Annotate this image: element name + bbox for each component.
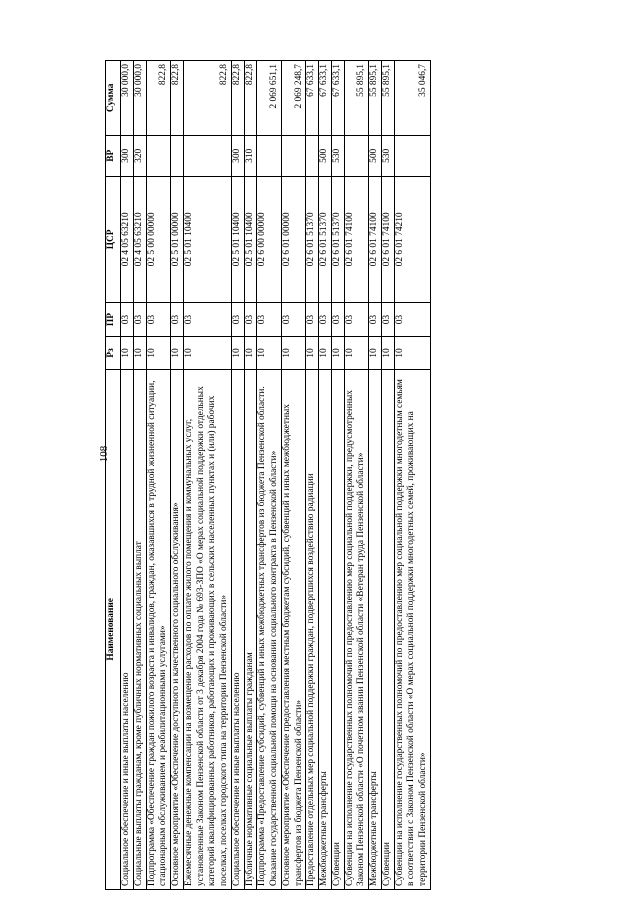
table-row	[133, 61, 146, 890]
cell-vr: 500	[319, 135, 332, 176]
cell-csr: 02 5 01 10400	[183, 176, 231, 302]
cell-csr: 02 5 01 10400	[244, 176, 257, 302]
cell-rz: 10	[121, 337, 134, 369]
cell-name: Субвенции	[381, 369, 394, 889]
cell-csr: 02 6 00 00000	[257, 176, 282, 302]
cell-sum: 55 895,1	[344, 61, 369, 136]
cell-name: Межбюджетные трансферты	[369, 369, 382, 889]
cell-name: Подпрограмма «Обеспечение граждан пожилого возраста и инвалидов, граждан, оказавшихся в трудной жизненной ситуации, стационарным обслуживанием и реабилитационными услугами»	[146, 369, 171, 889]
cell-rz: 10	[171, 337, 184, 369]
cell-csr: 02 6 01 00000	[281, 176, 306, 302]
cell-pr: 03	[171, 302, 184, 337]
cell-name: Основное мероприятие «Обеспечение предоставления местным бюджетам субсидий, субвенций и иных межбюджетных трансфертов из бюджета Пензенской области»	[281, 369, 306, 889]
cell-rz: 10	[319, 337, 332, 369]
table-row	[369, 61, 382, 890]
cell-sum: 822,8	[244, 61, 257, 136]
cell-rz: 10	[257, 337, 282, 369]
cell-sum: 2 069 651,1	[257, 61, 282, 136]
cell-pr: 03	[121, 302, 134, 337]
table-row	[306, 61, 319, 890]
table-body	[121, 61, 431, 890]
cell-csr: 02 6 01 51370	[306, 176, 319, 302]
cell-rz: 10	[281, 337, 306, 369]
cell-sum: 822,8	[231, 61, 244, 136]
table-header-row	[106, 61, 121, 890]
cell-sum: 822,8	[183, 61, 231, 136]
cell-name: Предоставление отдельных мер социальной поддержки граждан, подвергшихся воздействию радиации	[306, 369, 319, 889]
cell-sum: 67 633,1	[331, 61, 344, 136]
rotated-page	[105, 60, 575, 890]
table-row	[231, 61, 244, 890]
cell-name: Социальные выплаты гражданам, кроме публичных нормативных социальных выплат	[133, 369, 146, 889]
cell-name: Межбюджетные трансферты	[319, 369, 332, 889]
cell-name: Субвенции	[331, 369, 344, 889]
table-row	[146, 61, 171, 890]
cell-sum: 2 069 248,7	[281, 61, 306, 136]
cell-csr: 02 6 01 74210	[394, 176, 430, 302]
table-row	[244, 61, 257, 890]
cell-csr: 02 6 01 74100	[381, 176, 394, 302]
cell-csr: 02 6 01 51370	[319, 176, 332, 302]
header-pr: ПР	[106, 302, 121, 337]
table-row	[257, 61, 282, 890]
cell-vr	[257, 135, 282, 176]
cell-vr: 530	[331, 135, 344, 176]
cell-vr	[146, 135, 171, 176]
cell-name: Социальное обеспечение и иные выплаты населению	[231, 369, 244, 889]
cell-rz: 10	[369, 337, 382, 369]
cell-csr: 02 6 01 74100	[369, 176, 382, 302]
table-row	[331, 61, 344, 890]
cell-sum: 67 633,1	[306, 61, 319, 136]
budget-table	[105, 60, 431, 890]
page-number: 108	[98, 445, 110, 463]
cell-csr: 02 6 01 74100	[344, 176, 369, 302]
table-row	[171, 61, 184, 890]
cell-rz: 10	[183, 337, 231, 369]
cell-name: Подпрограмма «Предоставление субсидий, субвенций и иных межбюджетных трансфертов из бюджета Пензенской области. Оказание государственной социальной помощи на основании социального контракта в Пензенской области»	[257, 369, 282, 889]
cell-pr: 03	[281, 302, 306, 337]
cell-name: Социальное обеспечение и иные выплаты населению	[121, 369, 134, 889]
header-vr: ВР	[106, 135, 121, 176]
cell-pr: 03	[231, 302, 244, 337]
cell-sum: 35 046,7	[394, 61, 430, 136]
cell-csr: 02 4 05 63210	[133, 176, 146, 302]
cell-rz: 10	[381, 337, 394, 369]
cell-csr: 02 4 05 63210	[121, 176, 134, 302]
cell-rz: 10	[394, 337, 430, 369]
cell-csr: 02 5 01 10400	[231, 176, 244, 302]
cell-vr: 500	[369, 135, 382, 176]
cell-rz: 10	[306, 337, 319, 369]
cell-vr: 310	[244, 135, 257, 176]
cell-pr: 03	[244, 302, 257, 337]
cell-vr	[344, 135, 369, 176]
cell-vr: 300	[121, 135, 134, 176]
cell-pr: 03	[331, 302, 344, 337]
cell-sum: 55 895,1	[381, 61, 394, 136]
cell-sum: 822,8	[171, 61, 184, 136]
cell-vr	[306, 135, 319, 176]
cell-vr	[171, 135, 184, 176]
cell-rz: 10	[331, 337, 344, 369]
cell-csr: 02 5 00 00000	[146, 176, 171, 302]
cell-pr: 03	[369, 302, 382, 337]
cell-vr: 320	[133, 135, 146, 176]
cell-sum: 822,8	[146, 61, 171, 136]
table-row	[394, 61, 430, 890]
cell-vr	[394, 135, 430, 176]
table-row	[344, 61, 369, 890]
cell-sum: 30 000,0	[121, 61, 134, 136]
cell-name: Субвенции на исполнение государственных полномочий по предоставлению мер социальной поддержки, предусмотренных Законом Пензенской области «О почетном звании Пензенской области «Ветеран труда Пензенской области»	[344, 369, 369, 889]
table-row	[183, 61, 231, 890]
cell-name: Публичные нормативные социальные выплаты гражданам	[244, 369, 257, 889]
cell-sum: 55 895,1	[369, 61, 382, 136]
table-row	[319, 61, 332, 890]
cell-rz: 10	[244, 337, 257, 369]
cell-pr: 03	[183, 302, 231, 337]
cell-sum: 67 633,1	[319, 61, 332, 136]
cell-rz: 10	[133, 337, 146, 369]
cell-vr: 300	[231, 135, 244, 176]
cell-csr: 02 6 01 51370	[331, 176, 344, 302]
cell-pr: 03	[257, 302, 282, 337]
cell-name: Ежемесячные денежные компенсации на возмещение расходов по оплате жилого помещения и коммунальных услуг, установленные Законом Пензенской области от 3 декабря 2004 года № 693-ЗПО «О мерах социальной поддержки отдельных категорий квалифицированных работников, работающих и проживающих в сельских населенных пунктах и (или) рабочих поселках, поселках городского типа на территории Пензенской области»	[183, 369, 231, 889]
cell-vr: 530	[381, 135, 394, 176]
cell-name: Субвенции на исполнение государственных полномочий по предоставлению мер социальной поддержки многодетным семьям в соответствии с Законом Пензенской области «О мерах социальной поддержки многодетных семей, проживающих на территории Пензенской области»	[394, 369, 430, 889]
header-name: Наименование	[106, 369, 121, 889]
cell-pr: 03	[146, 302, 171, 337]
cell-rz: 10	[344, 337, 369, 369]
cell-pr: 03	[319, 302, 332, 337]
cell-pr: 03	[394, 302, 430, 337]
cell-sum: 30 000,0	[133, 61, 146, 136]
cell-rz: 10	[231, 337, 244, 369]
cell-rz: 10	[146, 337, 171, 369]
table-row	[281, 61, 306, 890]
header-sum: Сумма	[106, 61, 121, 136]
table-row	[381, 61, 394, 890]
cell-csr: 02 5 01 00000	[171, 176, 184, 302]
table-row	[121, 61, 134, 890]
cell-vr	[281, 135, 306, 176]
header-csr: ЦСР	[106, 176, 121, 302]
cell-pr: 03	[306, 302, 319, 337]
cell-pr: 03	[381, 302, 394, 337]
cell-name: Основное мероприятие «Обеспечение доступного и качественного социального обслуживания»	[171, 369, 184, 889]
header-rz: Рз	[106, 337, 121, 369]
cell-pr: 03	[344, 302, 369, 337]
cell-vr	[183, 135, 231, 176]
cell-pr: 03	[133, 302, 146, 337]
